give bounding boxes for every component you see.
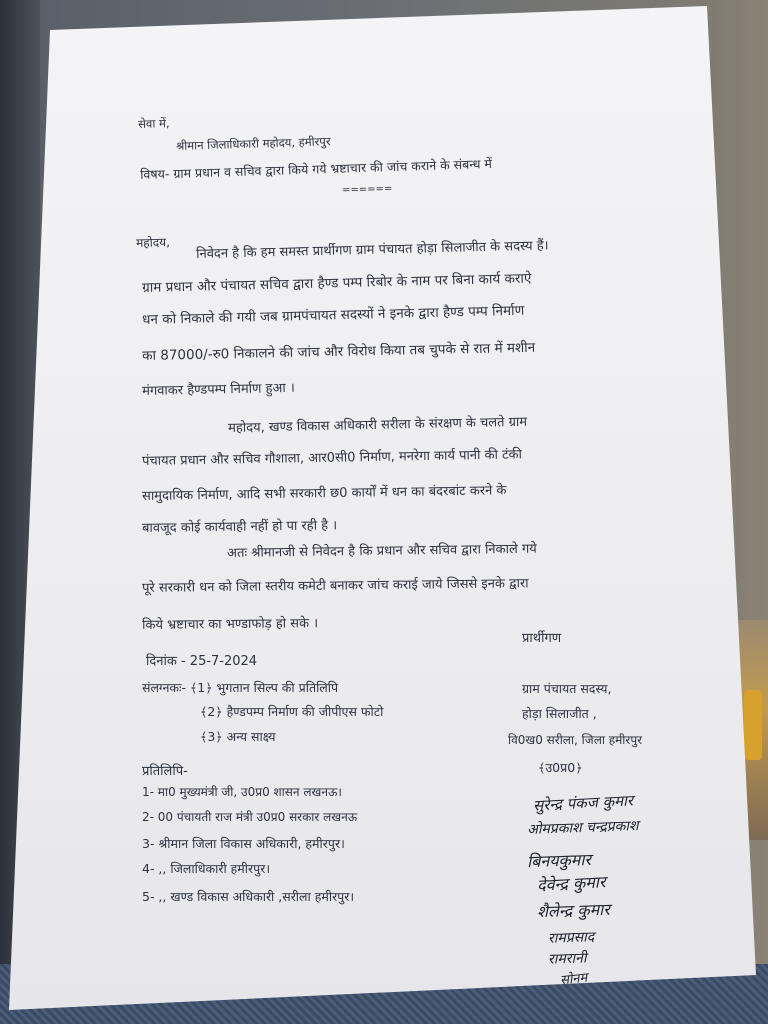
copies-heading: प्रतिलिपि- <box>142 764 188 779</box>
signature-3: बिनयकुमार <box>526 849 592 872</box>
signature-5: शैलेन्द्र कुमार <box>536 899 611 922</box>
enclosure-2: ﴾2﴿ हैण्डपम्प निर्माण की जीपीएस फोटो <box>200 704 384 719</box>
signature-6: रामप्रसाद <box>547 929 595 947</box>
recipient-line: श्रीमान जिलाधिकारी महोदय, हमीरपुर <box>175 134 331 153</box>
para1-line2: ग्राम प्रधान और पंचायत सचिव द्वारा हैण्ड पम्प रिबोर के नाम पर बिना कार्य कराऐ <box>141 270 532 296</box>
enclosure-3: ﴾3﴿ अन्य साक्ष्य <box>200 729 276 744</box>
para3-line1: अतः श्रीमानजी से निवेदन है कि प्रधान और सचिव द्वारा निकाले गये <box>226 541 537 561</box>
para2-line1: महोदय, खण्ड विकास अधिकारी सरीला के संरक्षण के चलते ग्राम <box>227 414 528 436</box>
copy-3: 3- श्रीमान जिला विकास अधिकारी, हमीरपुर। <box>142 836 345 851</box>
sender-line2: होड़ा सिलाजीत , <box>522 706 597 721</box>
para1-line4: का 87000/-रु0 निकालने की जांच और विरोध किया तब चुपके से रात में मशीन <box>141 339 536 364</box>
signature-7: रामरानी <box>547 950 587 968</box>
salutation-to: सेवा में, <box>137 116 170 131</box>
para1-line1: निवेदन है कि हम समस्त प्रार्थीगण ग्राम पंचायत होड़ा सिलाजीत के सदस्य हैं। <box>195 238 549 262</box>
para3-line3: किये भ्रष्टाचार का भण्डाफोड़ हो सके । <box>141 616 319 633</box>
sender-line1: ग्राम पंचायत सदस्य, <box>522 681 612 696</box>
background-yellow-object <box>744 690 762 760</box>
para1-line3: धन को निकाले की गयी जब ग्रामपंचायत सदस्यों ने इनके द्वारा हैण्ड पम्प निर्माण <box>141 302 525 328</box>
signature-4: देवेन्द्र कुमार <box>536 872 606 895</box>
sender-line3: वि0ख0 सरीला, जिला हमीरपुर <box>508 733 643 747</box>
para2-line2: पंचायत प्रधान और सचिव गौशाला, आर0सी0 निर्माण, मनरेगा कार्य पानी की टंकी <box>141 447 523 469</box>
para1-line5: मंगवाकर हैण्डपम्प निर्माण हुआ । <box>141 380 295 399</box>
date-line: दिनांक - 25-7-2024 <box>146 654 258 669</box>
subject-underline: ====== <box>341 183 393 196</box>
copy-1: 1- मा0 मुख्यमंत्री जी, उ0प्र0 शासन लखनऊ। <box>142 785 342 799</box>
para2-line3: सामुदायिक निर्माण, आदि सभी सरकारी छ0 कार्यों में धन का बंदरबांट करने के <box>141 483 507 504</box>
enclosure-1: संलग्नकः- ﴾1﴿ भुगतान सिल्प की प्रतिलिपि <box>142 680 339 695</box>
copy-5: 5- ,, खण्ड विकास अधिकारी ,सरीला हमीरपुर। <box>142 889 355 904</box>
signature-8: सोनम <box>559 970 589 989</box>
sender-line4: ﴾उ0प्र0﴿ <box>538 760 583 775</box>
applicants-label: प्रार्थीगण <box>522 631 562 646</box>
para3-line2: पूरे सरकारी धन को जिला स्तरीय कमेटी बनाकर जांच कराई जाये जिससे इनके द्वारा <box>141 576 529 596</box>
signature-2: ओमप्रकाश चन्द्रप्रकाश <box>526 818 639 838</box>
copy-4: 4- ,, जिलाधिकारी हमीरपुर। <box>142 861 271 876</box>
copy-2: 2- 00 पंचायती राज मंत्री उ0प्र0 सरकार लखनऊ <box>142 810 358 824</box>
signature-1: सुरेन्द्र पंकज कुमार <box>532 791 634 815</box>
greeting: महोदय, <box>135 235 171 250</box>
subject-line: विषय- ग्राम प्रधान व सचिव द्वारा किये गये भ्रष्टाचार की जांच कराने के संबन्ध में <box>139 155 493 182</box>
para2-line4: बावजूद कोई कार्यवाही नहीं हो पा रही है । <box>141 518 338 536</box>
